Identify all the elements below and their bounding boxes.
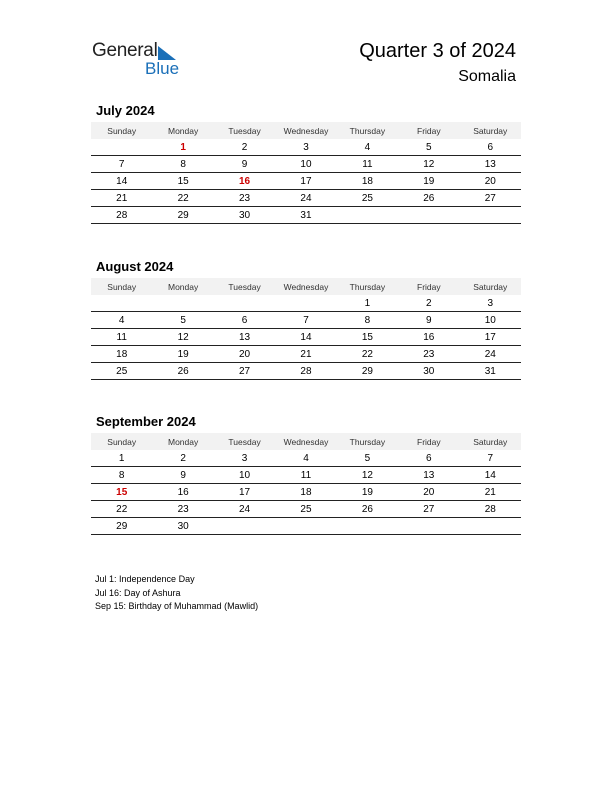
day-cell: 2: [398, 295, 459, 312]
page-title: Quarter 3 of 2024: [359, 40, 516, 62]
day-cell: 11: [275, 467, 336, 484]
weekday-header: Sunday: [91, 278, 152, 295]
day-cell: 31: [460, 363, 521, 380]
day-cell: 2: [214, 139, 275, 156]
day-cell: 22: [91, 501, 152, 518]
week-row: [91, 518, 521, 535]
weekday-header: Saturday: [460, 278, 521, 295]
day-cell: 15: [152, 173, 213, 190]
day-cell: 30: [398, 363, 459, 380]
day-cell: 23: [152, 501, 213, 518]
day-cell: 16: [398, 329, 459, 346]
day-cell: 6: [398, 450, 459, 467]
day-cell: 3: [275, 139, 336, 156]
weekday-header: Tuesday: [214, 122, 275, 139]
calendar-table: [91, 278, 521, 380]
day-cell: 5: [152, 312, 213, 329]
logo: [92, 40, 192, 80]
month-title: September 2024: [96, 414, 196, 429]
day-cell: 9: [398, 312, 459, 329]
empty-day-cell: [275, 518, 336, 535]
day-cell: 15: [91, 484, 152, 501]
day-cell: 20: [214, 346, 275, 363]
day-cell: 22: [337, 346, 398, 363]
holiday-note: Sep 15: Birthday of Muhammad (Mawlid): [95, 601, 259, 611]
day-cell: 26: [398, 190, 459, 207]
day-cell: 25: [91, 363, 152, 380]
weekday-header: Wednesday: [275, 278, 336, 295]
week-row: [91, 329, 521, 346]
day-cell: 24: [460, 346, 521, 363]
day-cell: 12: [152, 329, 213, 346]
day-cell: 10: [214, 467, 275, 484]
day-cell: 21: [460, 484, 521, 501]
country-name: Somalia: [458, 68, 516, 85]
weekday-header: Monday: [152, 278, 213, 295]
empty-day-cell: [337, 518, 398, 535]
month-title: July 2024: [96, 103, 155, 118]
holiday-note: Jul 16: Day of Ashura: [95, 587, 181, 598]
day-cell: 18: [275, 484, 336, 501]
day-cell: 18: [91, 346, 152, 363]
day-cell: 17: [275, 173, 336, 190]
day-cell: 21: [275, 346, 336, 363]
day-cell: 30: [152, 518, 213, 535]
day-cell: 4: [275, 450, 336, 467]
day-cell: 9: [214, 156, 275, 173]
week-row: [91, 363, 521, 380]
weekday-header: Saturday: [460, 433, 521, 450]
logo-general-text: General: [92, 40, 158, 61]
day-cell: 8: [152, 156, 213, 173]
day-cell: 24: [214, 501, 275, 518]
empty-day-cell: [214, 295, 275, 312]
day-cell: 24: [275, 190, 336, 207]
weekday-header: Tuesday: [214, 278, 275, 295]
week-row: [91, 156, 521, 173]
day-cell: 13: [460, 156, 521, 173]
empty-day-cell: [398, 518, 459, 535]
day-cell: 23: [214, 190, 275, 207]
day-cell: 12: [398, 156, 459, 173]
day-cell: 29: [91, 518, 152, 535]
weekday-header: Friday: [398, 122, 459, 139]
weekday-header: Friday: [398, 278, 459, 295]
day-cell: 27: [398, 501, 459, 518]
week-row: [91, 484, 521, 501]
day-cell: 27: [460, 190, 521, 207]
day-cell: 13: [214, 329, 275, 346]
calendar-table: [91, 433, 521, 535]
weekday-header: Tuesday: [214, 433, 275, 450]
day-cell: 8: [337, 312, 398, 329]
empty-day-cell: [275, 295, 336, 312]
empty-day-cell: [398, 207, 459, 224]
month-july: [91, 103, 521, 224]
day-cell: 16: [152, 484, 213, 501]
weekday-header: Wednesday: [275, 433, 336, 450]
day-cell: 14: [460, 467, 521, 484]
day-cell: 17: [460, 329, 521, 346]
day-cell: 28: [460, 501, 521, 518]
day-cell: 5: [398, 139, 459, 156]
empty-day-cell: [460, 518, 521, 535]
week-row: [91, 312, 521, 329]
day-cell: 1: [337, 295, 398, 312]
month-august: [91, 259, 521, 380]
day-cell: 4: [337, 139, 398, 156]
day-cell: 25: [337, 190, 398, 207]
weekday-header: Monday: [152, 122, 213, 139]
week-row: [91, 139, 521, 156]
day-cell: 11: [91, 329, 152, 346]
day-cell: 21: [91, 190, 152, 207]
holiday-notes: [95, 573, 258, 614]
day-cell: 28: [275, 363, 336, 380]
day-cell: 3: [460, 295, 521, 312]
day-cell: 3: [214, 450, 275, 467]
week-row: [91, 346, 521, 363]
day-cell: 14: [91, 173, 152, 190]
logo-triangle-icon: [158, 46, 176, 60]
week-row: [91, 207, 521, 224]
day-cell: 7: [91, 156, 152, 173]
empty-day-cell: [91, 295, 152, 312]
weekday-header: Thursday: [337, 122, 398, 139]
weekday-header-row: [91, 433, 521, 450]
week-row: [91, 173, 521, 190]
day-cell: 22: [152, 190, 213, 207]
day-cell: 31: [275, 207, 336, 224]
day-cell: 10: [275, 156, 336, 173]
day-cell: 23: [398, 346, 459, 363]
weekday-header: Thursday: [337, 433, 398, 450]
day-cell: 27: [214, 363, 275, 380]
empty-day-cell: [337, 207, 398, 224]
day-cell: 10: [460, 312, 521, 329]
empty-day-cell: [214, 518, 275, 535]
day-cell: 19: [398, 173, 459, 190]
weekday-header: Wednesday: [275, 122, 336, 139]
day-cell: 28: [91, 207, 152, 224]
weekday-header-row: [91, 278, 521, 295]
weekday-header: Saturday: [460, 122, 521, 139]
week-row: [91, 501, 521, 518]
day-cell: 29: [152, 207, 213, 224]
weekday-header: Sunday: [91, 433, 152, 450]
day-cell: 19: [337, 484, 398, 501]
empty-day-cell: [152, 295, 213, 312]
day-cell: 30: [214, 207, 275, 224]
day-cell: 6: [214, 312, 275, 329]
holiday-note: Jul 1: Independence Day: [95, 574, 195, 584]
week-row: [91, 295, 521, 312]
day-cell: 4: [91, 312, 152, 329]
day-cell: 1: [91, 450, 152, 467]
day-cell: 16: [214, 173, 275, 190]
weekday-header: Thursday: [337, 278, 398, 295]
weekday-header: Sunday: [91, 122, 152, 139]
day-cell: 13: [398, 467, 459, 484]
empty-day-cell: [460, 207, 521, 224]
weekday-header: Friday: [398, 433, 459, 450]
day-cell: 5: [337, 450, 398, 467]
logo-blue-text: Blue: [145, 59, 180, 78]
week-row: [91, 467, 521, 484]
day-cell: 15: [337, 329, 398, 346]
day-cell: 25: [275, 501, 336, 518]
week-row: [91, 450, 521, 467]
month-title: August 2024: [96, 259, 174, 274]
day-cell: 20: [460, 173, 521, 190]
day-cell: 26: [152, 363, 213, 380]
day-cell: 7: [275, 312, 336, 329]
day-cell: 2: [152, 450, 213, 467]
day-cell: 12: [337, 467, 398, 484]
empty-day-cell: [91, 139, 152, 156]
weekday-header-row: [91, 122, 521, 139]
day-cell: 17: [214, 484, 275, 501]
day-cell: 8: [91, 467, 152, 484]
day-cell: 7: [460, 450, 521, 467]
day-cell: 1: [152, 139, 213, 156]
calendar-table: [91, 122, 521, 224]
week-row: [91, 190, 521, 207]
day-cell: 11: [337, 156, 398, 173]
weekday-header: Monday: [152, 433, 213, 450]
day-cell: 20: [398, 484, 459, 501]
day-cell: 18: [337, 173, 398, 190]
day-cell: 29: [337, 363, 398, 380]
day-cell: 26: [337, 501, 398, 518]
month-september: [91, 414, 521, 535]
day-cell: 14: [275, 329, 336, 346]
day-cell: 19: [152, 346, 213, 363]
day-cell: 6: [460, 139, 521, 156]
day-cell: 9: [152, 467, 213, 484]
